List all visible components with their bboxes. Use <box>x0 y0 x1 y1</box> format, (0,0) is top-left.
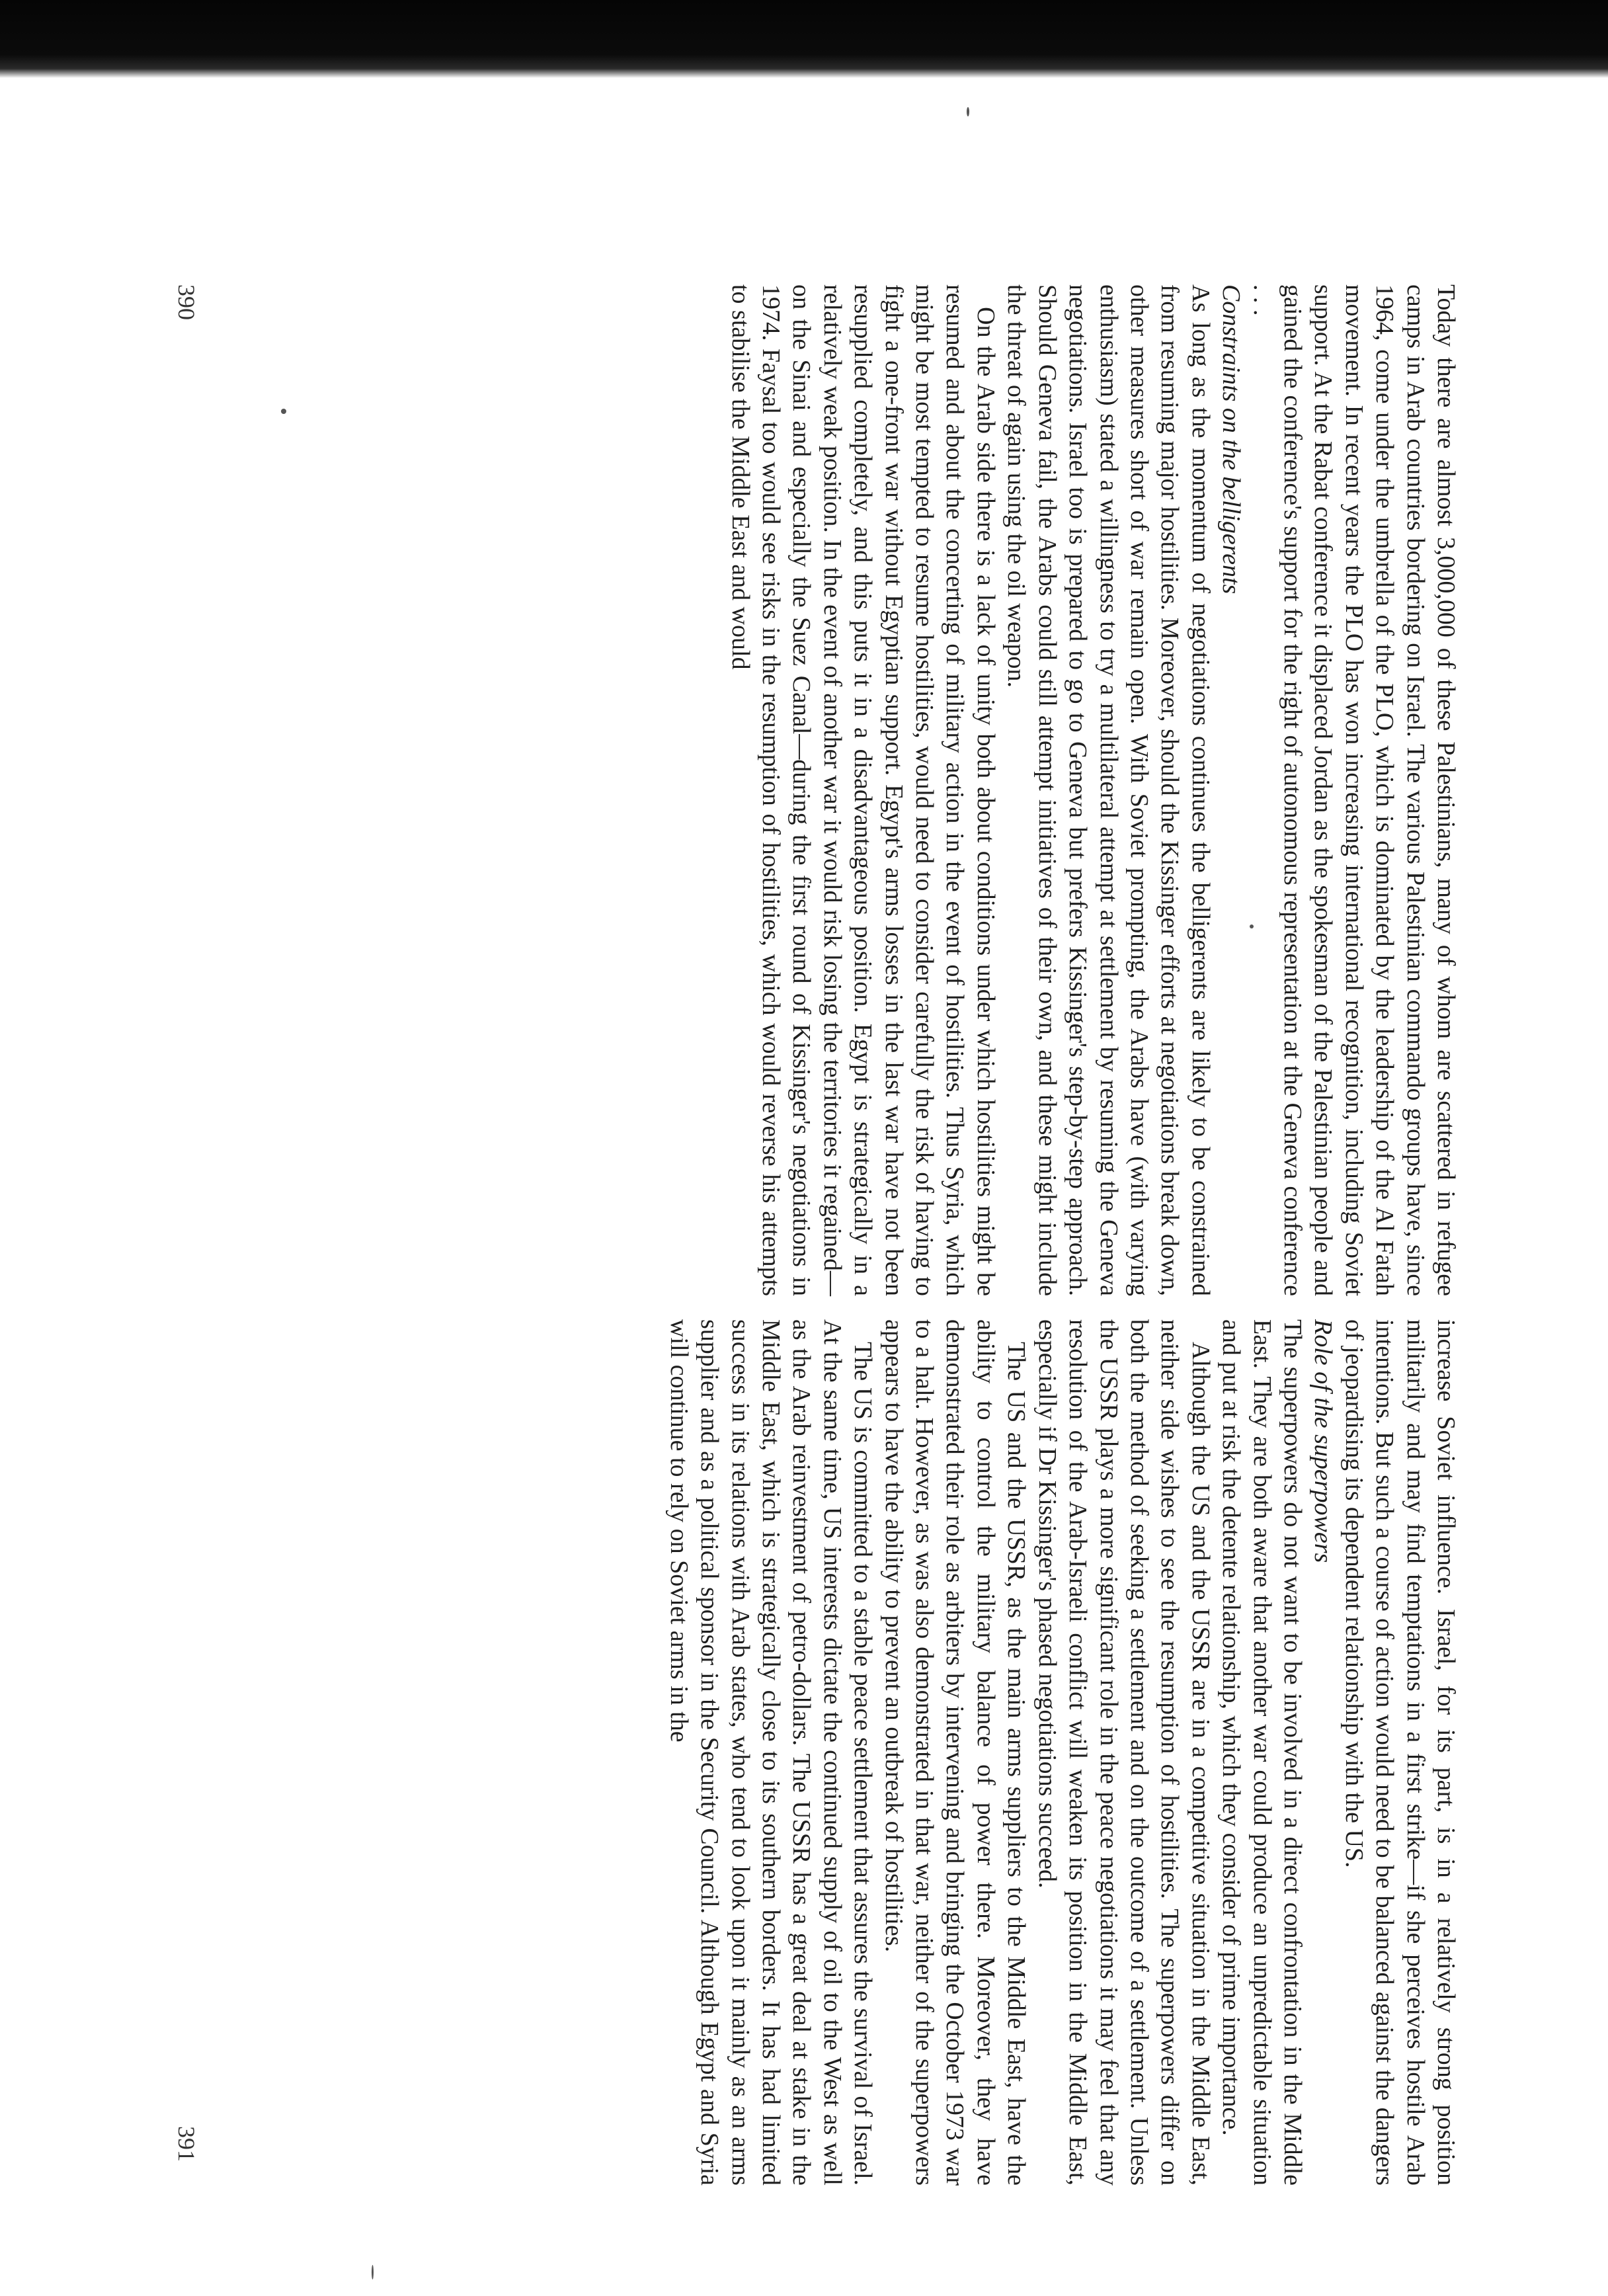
paragraph: Although the US and the USSR are in a competitive situation in the Middle East, neither side wishes to see the resumption of hostilities. The superpowers differ on both the method of seeking a settlement and on the outcome of a settlement. Unless the USSR plays a more significant role in the peace negotiations it may feel that any resolution of the Arab-Israeli conflict will weaken its position in the Middle East, especially if Dr Kissinger's phased negotiations succeed. <box>1033 1319 1215 2186</box>
scan-speck <box>967 107 969 116</box>
scan-dark-edge <box>0 0 1608 78</box>
left-page-column <box>725 284 1461 1296</box>
page-number: 390 <box>173 284 200 320</box>
section-heading: Role of the superpowers <box>1309 1319 1338 1563</box>
right-page-column <box>663 1319 1461 2186</box>
scan-speck <box>372 2265 374 2279</box>
paragraph: The superpowers do not want to be involved in a direct confrontation in the Middle East. They are both aware that another war could produce an unpredictable situation and put at risk the detente relationship, which they consider of prime importance. <box>1217 1319 1306 2186</box>
paragraph: The US is committed to a stable peace settlement that assures the survival of Israel. At the same time, US interests dictate the continued supply of oil to the West as well as the Arab reinvestment of petro-dollars. The USSR has a great deal at stake in the Middle East, which is strategically close to its southern borders. It has had limited success in its relations with Arab states, who tend to look upon it mainly as an arms supplier and as a political sponsor in the Security Council. Although Egypt and Syria will continue to rely on Soviet arms in the <box>664 1319 877 2186</box>
paragraph: On the Arab side there is a lack of unity both about conditions under which hostilities might be resumed and about the concerting of military action in the event of hostilities. Thus Syria, which might be most tempted to resume hostilities, would need to consider carefully the risk of having to fight a one-front war without Egyptian support. Egypt's arms losses in the last war have not been resupplied completely, and this puts it in a disadvantageous position. Egypt is strategically in a relatively weak position. In the event of another war it would risk losing the territories it regained—on the Sinai and especially the Suez Canal—during the first round of Kissinger's negotiations in 1974. Faysal too would see risks in the resumption of hostilities, which would reverse his attempts to stabilise the Middle East and would <box>726 284 1000 1296</box>
paragraph: Today there are almost 3,000,000 of these Palestinians, many of whom are scattered in refugee camps in Arab countries bordering on Israel. The various Palestinian commando groups have, since 1964, come under the umbrella of the PLO, which is dominated by the leadership of the Al Fatah movement. In recent years the PLO has won increasing international recognition, including Soviet support. At the Rabat conference it displaced Jordan as the spokesman of the Palestinian people and gained the conference's support for the right of autonomous representation at the Geneva conference . . . <box>1248 284 1460 1296</box>
paragraph: As long as the momentum of negotiations continues the belligerents are likely to be constrained from resuming major hostilities. Moreover, should the Kissinger efforts at negotiations break down, other measures short of war remain open. With Soviet prompting, the Arabs have (with varying enthusiasm) stated a willingness to try a multilateral attempt at settlement by resuming the Geneva negotiations. Israel too is prepared to go to Geneva but prefers Kissinger's step-by-step approach. Should Geneva fail, the Arabs could still attempt initiatives of their own, and these might include the threat of again using the oil weapon. <box>1002 284 1215 1296</box>
right-page <box>172 1319 1461 2186</box>
paragraph: increase Soviet influence. Israel, for its part, is in a relatively strong position militarily and may find temptations in a first strike—if she perceives hostile Arab intentions. But such a course of action would need to be balanced against the dangers of jeopardising its dependent relationship with the US. <box>1340 1319 1460 2186</box>
paragraph: The US and the USSR, as the main arms suppliers to the Middle East, have the ability to control the military balance of power there. Moreover, they have demonstrated their role as arbiters by intervening and bringing the October 1973 war to a halt. However, as was also demonstrated in that war, neither of the superpowers appears to have the ability to prevent an outbreak of hostilities. <box>879 1319 1031 2186</box>
page-number: 391 <box>173 2126 200 2162</box>
section-heading: Constraints on the belligerents <box>1217 284 1246 594</box>
left-page <box>172 284 1461 1296</box>
